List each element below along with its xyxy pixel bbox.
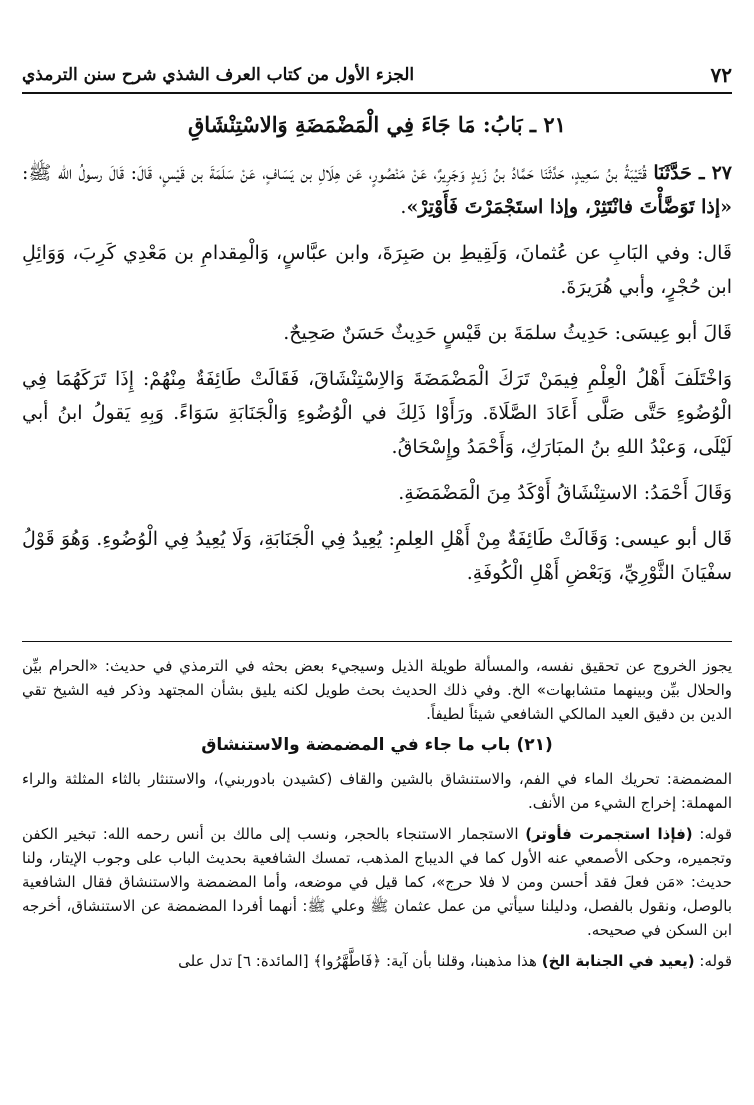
running-title: الجزء الأول من كتاب العرف الشذي شرح سنن الترمذي (22, 65, 415, 85)
note-definitions: المضمضة: تحريك الماء في الفم، والاستنشاق بالشين والقاف (كشيدن بادوربني)، والاستنثار بالثاء المثلثة والراء المهملة: إخراج الشيء من الأنف. (22, 770, 732, 812)
note-lead: قوله: (692, 825, 732, 843)
hadith-chain: قُتَيْبَةُ بنُ سَعِيدٍ، حَدَّثَنَا حَمَّادُ بنُ زَيدٍ وَجَرِيرٌ، عَنْ مَنْصُورٍ، عَن هِلَالِ بن يَسَافٍ، عَنْ سَلَمَةَ بن قَيْسٍ، قَالَ: قَالَ رسولُ الله ﷺ: (22, 162, 654, 184)
note-lead: قوله: (694, 952, 732, 970)
hadith-matn: «إذا تَوَضَّأْتَ فانْتَثِرْ، وإذا استَجْمَرْتَ فَأَوْتِرْ» (406, 196, 732, 218)
paragraph-ahmad: وَقَالَ أَحْمَدُ: الاستِنْشَاقُ أَوْكَدُ مِنَ الْمَضْمَضَةِ. (398, 482, 732, 504)
note-continuation: يجوز الخروج عن تحقيق نفسه، والمسألة طويلة الذيل وسيجيء بعض بحثه في الترمذي في حديث: «الحرام بيِّن والحلال بيِّن وبينهما متشابهات» الخ. وفي ذلك الحديث بحث طويل لكنه يليق بشأن المجتهد وذكر فيه الشيخ تقي الدين بن دقيق العيد المالكي الشافعي شيئاً لطيفاً. (22, 657, 732, 723)
note-janaba (22, 949, 732, 973)
note-body: هذا مذهبنا، وقلنا بأن آية: ﴿فَاطَّهَّرُوا﴾ [المائدة: ٦] تدل على (178, 952, 542, 970)
hadith-matn-end: . (400, 196, 407, 218)
paragraph-grading: قَالَ أبو عِيسَى: حَدِيثُ سلمَةَ بن قَيْسٍ حَدِيثٌ حَسَنٌ صَحِيحٌ. (283, 322, 732, 344)
hadith-paragraph (22, 156, 732, 224)
running-header (22, 58, 732, 94)
chapter-title: ٢١ ـ بَابُ: مَا جَاءَ فِي الْمَضْمَضَةِ وَالاسْتِنْشَاقِ (188, 112, 566, 137)
paragraph-disagreement: وَاخْتَلَفَ أَهْلُ الْعِلْمِ فِيمَنْ تَرَكَ الْمَضْمَضَةَ وَالاِسْتِنْشَاقَ، فَقَالَتْ طَائِفَةٌ مِنْهُمْ: إِذَا تَرَكَهُمَا فِي الْوُضُوءِ حَتَّى صَلَّى أَعَادَ الصَّلَاةَ. ورَأَوْا ذَلِكَ في الْوُضُوءِ وَالْجَنَابَةِ سَوَاءً. وَبِهِ يَقولُ ابنُ أبي لَيْلَى، وَعبْدُ اللهِ بنُ المبَارَكِ، وَأَحْمَدُ وإِسْحَاقُ. (22, 368, 732, 458)
notes-divider (22, 641, 732, 642)
paragraph-bab-companions: قَال: وفي البَابِ عن عُثمانَ، وَلَقِيطِ بن صَبِرَةَ، وابن عبَّاسٍ، وَالْمِقدامِ بن مَعْدِي كَرِبَ، وَوَائِلِ ابن حُجْرٍ، وأبي هُرَيرَةَ. (22, 242, 732, 298)
commentary-section-title: (٢١) باب ما جاء في المضمضة والاستنشاق (201, 735, 553, 755)
commentary (22, 654, 732, 980)
note-body: الاستجمار الاستنجاء بالحجر، ونسب إلى مالك بن أنس رحمه الله: تبخير الكفن وتجميره، وحكى الأصمعي عنه الأول كما في الديباج المذهب، تمسك الشافعية بحديث الباب على وجوب الإيتار، ولنا حديث: «مَن فعلَ فقد أحسن ومن لا فلا حرج»، كما قيل في موضعه، وأما المضمضة والاستنشاق فقال الشافعية بالوصل، ونقول بالفصل، ودليلنا سيأتي من عمل عثمان ﷺ وعلي ﷺ: أنهما أفردا المضمضة عن الاستنشاق، أخرجه ابن السكن في صحيحه. (22, 825, 732, 939)
main-text (22, 156, 732, 602)
page-number: ٧٢ (710, 63, 732, 87)
paragraph-second-opinion: قَال أبو عيسى: وَقَالَتْ طَائِفَةٌ مِنْ أَهْلِ العِلمِ: يُعِيدُ فِي الْجَنَابَةِ، وَلَا يُعِيدُ فِي الْوُضُوءِ. وَهُوَ قَوْلُ سفْيَانَ الثَّوْرِيِّ، وَبَعْضِ أَهْلِ الْكُوفَةِ. (22, 528, 732, 584)
note-istijmar (22, 822, 732, 942)
hadith-number: ٢٧ ـ حَدَّثَنَا (653, 162, 732, 184)
note-quote: (يعيد في الجنابة الخ) (541, 952, 695, 970)
note-quote: (فإذا استجمرت فأوتر) (525, 825, 693, 843)
